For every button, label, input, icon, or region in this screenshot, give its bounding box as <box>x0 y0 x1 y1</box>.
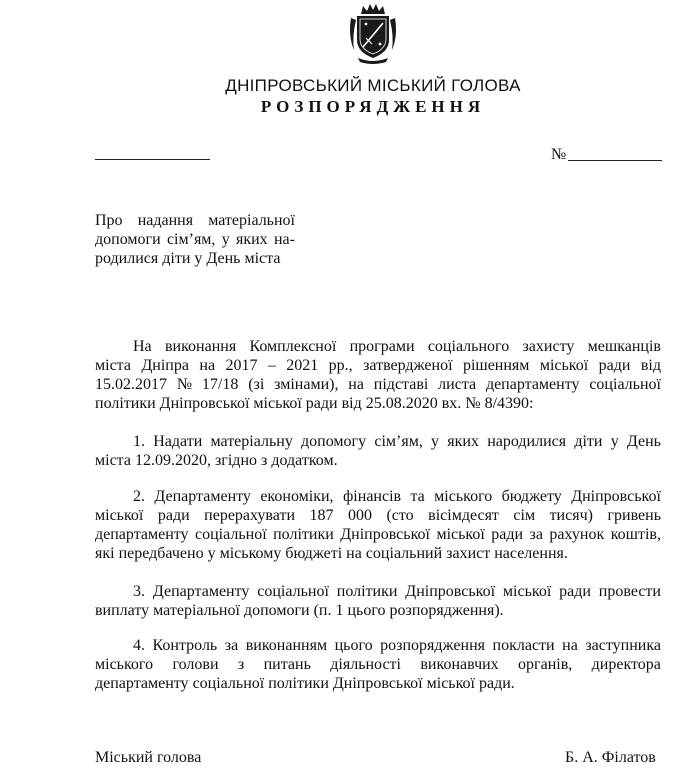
subject-line: допомоги сім’ям, у яких на- <box>95 231 295 248</box>
clause-2-paragraph <box>95 487 661 563</box>
paragraph-line: департаменту соціальної політики Дніпровської міської ради за рахунок коштів, <box>95 526 661 543</box>
number-label: № <box>551 146 567 163</box>
clause-4-paragraph <box>95 636 661 693</box>
paragraph-line: 15.02.2017 № 17/18 (зі змінами), на підставі листа департаменту соціальної <box>95 376 661 393</box>
paragraph-line: На виконання Комплексної програми соціального захисту мешканців <box>133 338 661 355</box>
decree-subject <box>95 211 295 268</box>
paragraph-line: міської ради перерахувати 187 000 (сто вісімдесят сім тисяч) гривень <box>95 507 661 524</box>
subject-line: родилися діти у День міста <box>95 250 281 267</box>
dnipro-city-coat-of-arms-icon <box>348 2 398 64</box>
issuer-title: ДНІПРОВСЬКИЙ МІСЬКИЙ ГОЛОВА <box>225 76 521 95</box>
paragraph-line: виплату матеріальної допомоги (п. 1 цього розпорядження). <box>95 602 504 619</box>
paragraph-line: 4. Контроль за виконанням цього розпорядження покласти на заступника <box>133 637 661 654</box>
paragraph-line: департаменту соціальної політики Дніпровської міської ради. <box>95 675 515 692</box>
preamble-paragraph <box>95 337 661 413</box>
document-type-title: РОЗПОРЯДЖЕННЯ <box>260 97 486 116</box>
signatory-name: Б. А. Філатов <box>565 749 656 766</box>
paragraph-line: 1. Надати матеріальну допомогу сім’ям, у яких народилися діти у День <box>133 433 661 450</box>
paragraph-line: політики Дніпровської міської ради від 25.08.2020 вх. № 8/4390: <box>95 395 534 412</box>
signatory-position: Міський голова <box>95 749 202 766</box>
paragraph-line: міста 12.09.2020, згідно з додатком. <box>95 452 338 469</box>
number-blank-line <box>568 160 662 161</box>
date-blank-line <box>95 159 210 160</box>
paragraph-line: 2. Департаменту економіки, фінансів та міського бюджету Дніпровської <box>133 488 661 505</box>
clause-3-paragraph <box>95 582 661 620</box>
clause-1-paragraph <box>95 432 661 470</box>
paragraph-line: міського голови з питань діяльності виконавчих органів, директора <box>95 656 661 673</box>
paragraph-line: які передбачено у міському бюджеті на соціальний захист населення. <box>95 545 568 562</box>
paragraph-line: 3. Департаменту соціальної політики Дніпровської міської ради провести <box>133 583 661 600</box>
paragraph-line: міста Дніпра на 2017 – 2021 рр., затвердженої рішенням міської ради від <box>95 357 661 374</box>
subject-line: Про надання матеріальної <box>95 212 295 229</box>
